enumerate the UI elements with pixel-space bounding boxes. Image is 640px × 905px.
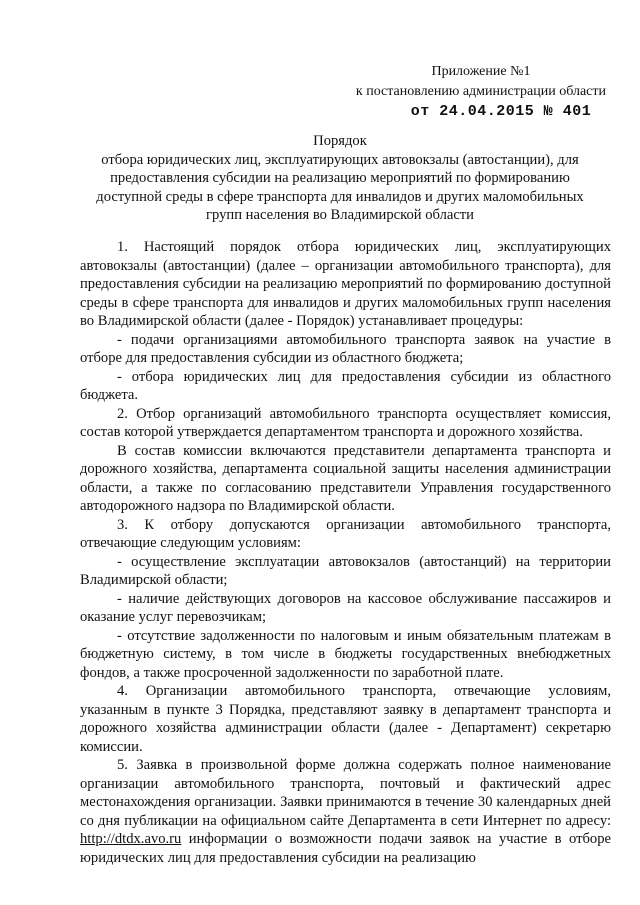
paragraph: 2. Отбор организаций автомобильного транспорта осуществляет комиссия, состав которой утверждается департаментом транспорта и дорожного хозяйства.	[80, 405, 611, 440]
title-line: групп населения во Владимирской области	[206, 207, 474, 223]
paragraph-5-text: 5. Заявка в произвольной форме должна содержать полное наименование организации автомобильного транспорта, почтовый и фактический адрес местонахождения организации. Заявки принимаются в течение 30 календарных дней со дня публикации на официальном сайте Департамента в сети Интернет по адресу:	[80, 757, 611, 829]
paragraph: В состав комиссии включаются представители департамента транспорта и дорожного хозяйства, департамента социальной защиты населения администрации области, а также по согласованию представители Управления государственного автодорожного надзора по Владимирской области.	[80, 442, 611, 514]
paragraph-5-continuation: информации о возможности подачи заявок на участие в отборе юридических лиц для предоставления субсидии на реализацию	[80, 831, 611, 866]
title-heading: Порядок	[313, 133, 367, 149]
document-title	[60, 132, 620, 225]
title-line: отбора юридических лиц, эксплуатирующих автовокзалы (автостанции), для	[101, 151, 579, 168]
paragraph-5	[80, 756, 611, 867]
appendix-number: Приложение №1	[431, 64, 531, 79]
title-line: доступной среды в сфере транспорта для инвалидов и других маломобильных	[96, 188, 584, 205]
website-link[interactable]: http://dtdx.avo.ru	[80, 831, 182, 847]
appendix-reference: к постановлению администрации области	[355, 84, 606, 99]
document-body	[80, 238, 611, 867]
paragraph: - подачи организациями автомобильного транспорта заявок на участие в отборе для предоставления субсидии из областного бюджета;	[80, 331, 611, 366]
title-line: предоставления субсидии на реализацию мероприятий по формированию	[110, 170, 570, 186]
paragraph: 4. Организации автомобильного транспорта, отвечающие условиям, указанным в пункте 3 Порядка, представляют заявку в департамент транспорта и дорожного хозяйства администрации области (далее - Департамент) секретарю комиссии.	[80, 683, 611, 755]
paragraph: 3. К отбору допускаются организации автомобильного транспорта, отвечающие следующим условиям:	[80, 516, 611, 551]
paragraph: - отсутствие задолженности по налоговым и иным обязательным платежам в бюджетную систему, в том числе в бюджеты государственных внебюджетных фондов, а также просроченной задолженности по заработной плате.	[80, 627, 611, 681]
paragraph: - наличие действующих договоров на кассовое обслуживание пассажиров и оказание услуг перевозчикам;	[80, 590, 611, 625]
paragraph: 1. Настоящий порядок отбора юридических лиц, эксплуатирующих автовокзалы (автостанции) (далее – организации автомобильного транспорта), для предоставления субсидии на реализацию мероприятий по формированию доступной среды в сфере транспорта для инвалидов и других маломобильных групп населения во Владимирской области (далее - Порядок) устанавливает процедуры:	[80, 239, 611, 329]
paragraph: - осуществление эксплуатации автовокзалов (автостанций) на территории Владимирской области;	[80, 553, 611, 588]
paragraph: - отбора юридических лиц для предоставления субсидии из областного бюджета.	[80, 368, 611, 403]
resolution-date-number: от 24.04.2015 № 401	[410, 103, 592, 120]
appendix-header	[356, 62, 606, 122]
